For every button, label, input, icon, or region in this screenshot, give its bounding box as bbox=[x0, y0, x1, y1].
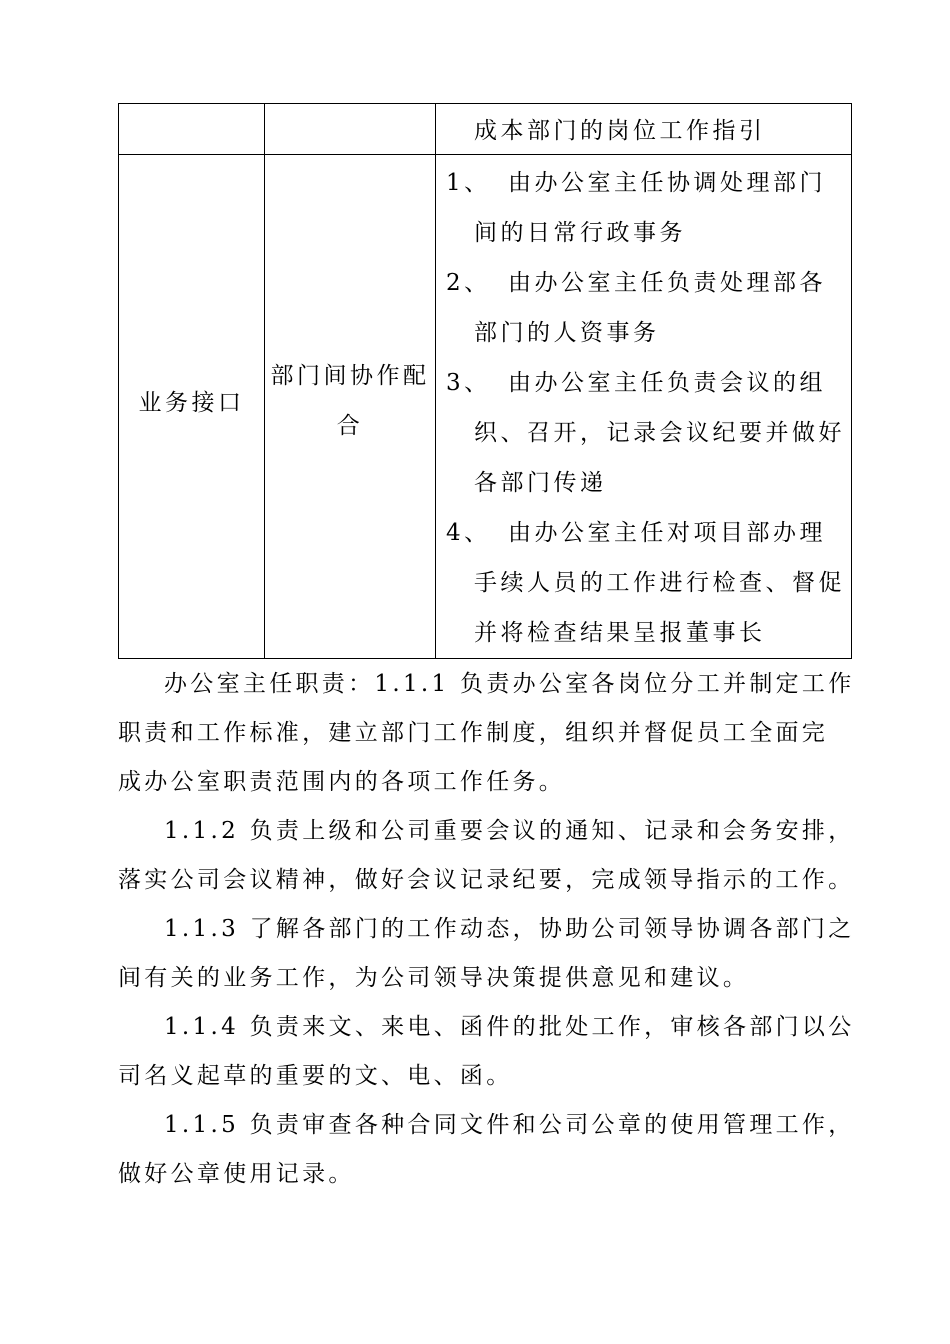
list-item bbox=[446, 158, 845, 258]
paragraph: 1.1.2 负责上级和公司重要会议的通知、记录和会务安排， 落实公司会议精神，做好会议记录纪要，完成领导指示的工作。 bbox=[118, 818, 855, 893]
item-number: 4、 bbox=[446, 520, 491, 546]
list-item bbox=[446, 508, 845, 658]
item-number: 1、 bbox=[446, 170, 491, 196]
item-number: 3、 bbox=[446, 370, 491, 396]
content-cell bbox=[436, 155, 852, 659]
item-text: 由办公室主任负责处理部各 bbox=[508, 270, 826, 296]
category-label: 业务接口 bbox=[138, 389, 245, 416]
item-text: 由办公室主任协调处理部门 bbox=[508, 170, 826, 196]
content-text: 成本部门的岗位工作指引 bbox=[474, 118, 766, 144]
content-cell bbox=[436, 104, 852, 155]
table-row bbox=[119, 155, 852, 659]
category-cell bbox=[119, 155, 265, 659]
table-row bbox=[119, 104, 852, 155]
subcategory-cell bbox=[265, 155, 436, 659]
item-text: 由办公室主任对项目部办理 bbox=[508, 520, 826, 546]
subcategory-cell bbox=[265, 104, 436, 155]
item-text: 并将检查结果呈报董事长 bbox=[474, 620, 766, 646]
subcategory-label: 部门间协作配 合 bbox=[270, 362, 430, 439]
item-text: 部门的人资事务 bbox=[474, 320, 660, 346]
paragraph: 1.1.5 负责审查各种合同文件和公司公章的使用管理工作， 做好公章使用记录。 bbox=[118, 1112, 855, 1187]
item-text: 间的日常行政事务 bbox=[474, 220, 686, 246]
paragraph: 1.1.3 了解各部门的工作动态，协助公司领导协调各部门之 间有关的业务工作，为公司领导决策提供意见和建议。 bbox=[118, 916, 855, 991]
category-cell bbox=[119, 104, 265, 155]
list-item bbox=[446, 258, 845, 358]
item-number: 2、 bbox=[446, 270, 491, 296]
list-item bbox=[446, 358, 845, 508]
responsibility-table bbox=[118, 103, 852, 659]
duty-list bbox=[436, 155, 851, 658]
paragraph: 办公室主任职责：1.1.1 负责办公室各岗位分工并制定工作 职责和工作标准，建立部门工作制度，组织并督促员工全面完 成办公室职责范围内的各项工作任务。 bbox=[118, 671, 855, 795]
paragraph: 1.1.4 负责来文、来电、函件的批处工作，审核各部门以公 司名义起草的重要的文、电、函。 bbox=[118, 1014, 855, 1089]
item-text: 由办公室主任负责会议的组 bbox=[508, 370, 826, 396]
item-text: 织、召开，记录会议纪要并做好 bbox=[474, 420, 845, 446]
item-text: 手续人员的工作进行检查、督促 bbox=[474, 570, 845, 596]
body-text bbox=[118, 660, 855, 1199]
item-text: 各部门传递 bbox=[474, 470, 607, 496]
